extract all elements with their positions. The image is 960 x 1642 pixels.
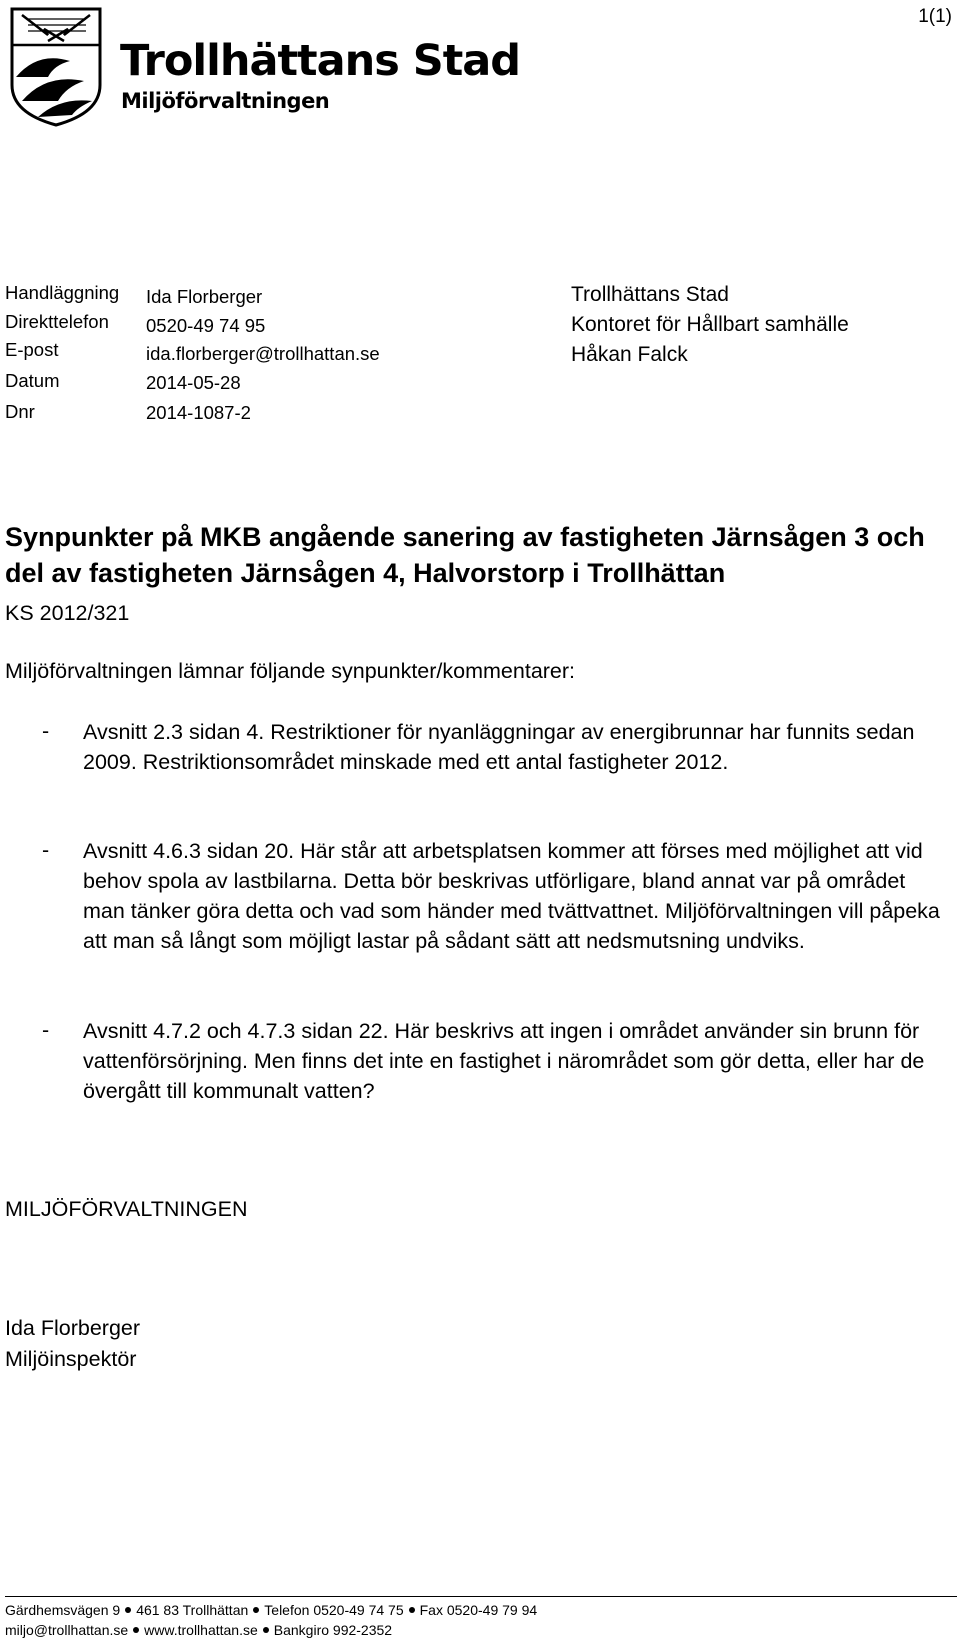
- list-bullet: -: [42, 719, 50, 743]
- footer-phone: Telefon 0520-49 74 75: [264, 1602, 404, 1618]
- footer-fax: Fax 0520-49 79 94: [419, 1602, 538, 1618]
- footer-address: Gärdhemsvägen 9: [5, 1602, 121, 1618]
- list-bullet: -: [42, 1018, 50, 1042]
- footer-postal: 461 83 Trollhättan: [136, 1602, 249, 1618]
- list-item: Avsnitt 4.7.2 och 4.7.3 sidan 22. Här beskrivs att ingen i området använder sin brunn för vattenförsörjning. Men finns det inte en fastighet i närområdet som gör detta, eller har de övergått till kommunalt vatten?: [83, 1019, 925, 1103]
- signature-org: MILJÖFÖRVALTNINGEN: [5, 1197, 248, 1221]
- meta-value-epost: ida.florberger@trollhattan.se: [146, 343, 380, 364]
- meta-value-handlaggning: Ida Florberger: [146, 286, 263, 307]
- recipient-line-1: Trollhättans Stad: [571, 283, 729, 306]
- footer-line-2: [5, 1623, 392, 1637]
- meta-value-dnr: 2014-1087-2: [146, 402, 251, 423]
- meta-label-epost: E-post: [5, 339, 59, 360]
- footer-divider: [5, 1596, 957, 1597]
- recipient-line-3: Håkan Falck: [571, 343, 688, 366]
- meta-label-direkttelefon: Direkttelefon: [5, 311, 109, 332]
- meta-label-datum: Datum: [5, 370, 60, 391]
- case-reference: KS 2012/321: [5, 601, 130, 625]
- document-title: Synpunkter på MKB angående sanering av fastigheten Järnsågen 3 och del av fastigheten Järnsågen 4, Halvorstorp i Trollhättan: [5, 522, 925, 588]
- bullet-dot-icon: [253, 1607, 259, 1613]
- bullet-dot-icon: [125, 1607, 131, 1613]
- dept-name: Miljöförvaltningen: [121, 89, 330, 113]
- footer-email: miljo@trollhattan.se: [5, 1622, 129, 1638]
- footer-website: www.trollhattan.se: [144, 1622, 258, 1638]
- meta-value-datum: 2014-05-28: [146, 372, 241, 393]
- bullet-dot-icon: [409, 1607, 415, 1613]
- meta-value-direkttelefon: 0520-49 74 95: [146, 315, 266, 336]
- signature-name: Ida Florberger: [5, 1316, 141, 1340]
- list-bullet: -: [42, 838, 50, 862]
- coat-of-arms-icon: [8, 5, 104, 128]
- footer-bankgiro: Bankgiro 992-2352: [273, 1622, 393, 1638]
- footer-line-1: [5, 1603, 537, 1617]
- bullet-dot-icon: [133, 1627, 139, 1633]
- list-item: Avsnitt 4.6.3 sidan 20. Här står att arbetsplatsen kommer att förses med möjlighet att vid behov spola av lastbilarna. Detta bör beskrivas utförligare, bland annat var på området man tänker göra detta och vad som händer med tvättvattnet. Miljöförvaltningen vill påpeka att man så långt som möjligt lastar på sådant sätt att nedsmutsning undviks.: [83, 839, 940, 953]
- recipient-line-2: Kontoret för Hållbart samhälle: [571, 313, 849, 336]
- list-item: Avsnitt 2.3 sidan 4. Restriktioner för nyanläggningar av energibrunnar har funnits sedan 2009. Restriktionsområdet minskade med ett antal fastigheter 2012.: [83, 720, 915, 774]
- bullet-dot-icon: [263, 1627, 269, 1633]
- meta-label-handlaggning: Handläggning: [5, 282, 120, 303]
- signature-role: Miljöinspektör: [5, 1347, 137, 1371]
- org-name: Trollhättans Stad: [120, 36, 521, 86]
- intro-text: Miljöförvaltningen lämnar följande synpunkter/kommentarer:: [5, 659, 576, 683]
- page-number: 1(1): [918, 6, 952, 27]
- meta-label-dnr: Dnr: [5, 401, 35, 422]
